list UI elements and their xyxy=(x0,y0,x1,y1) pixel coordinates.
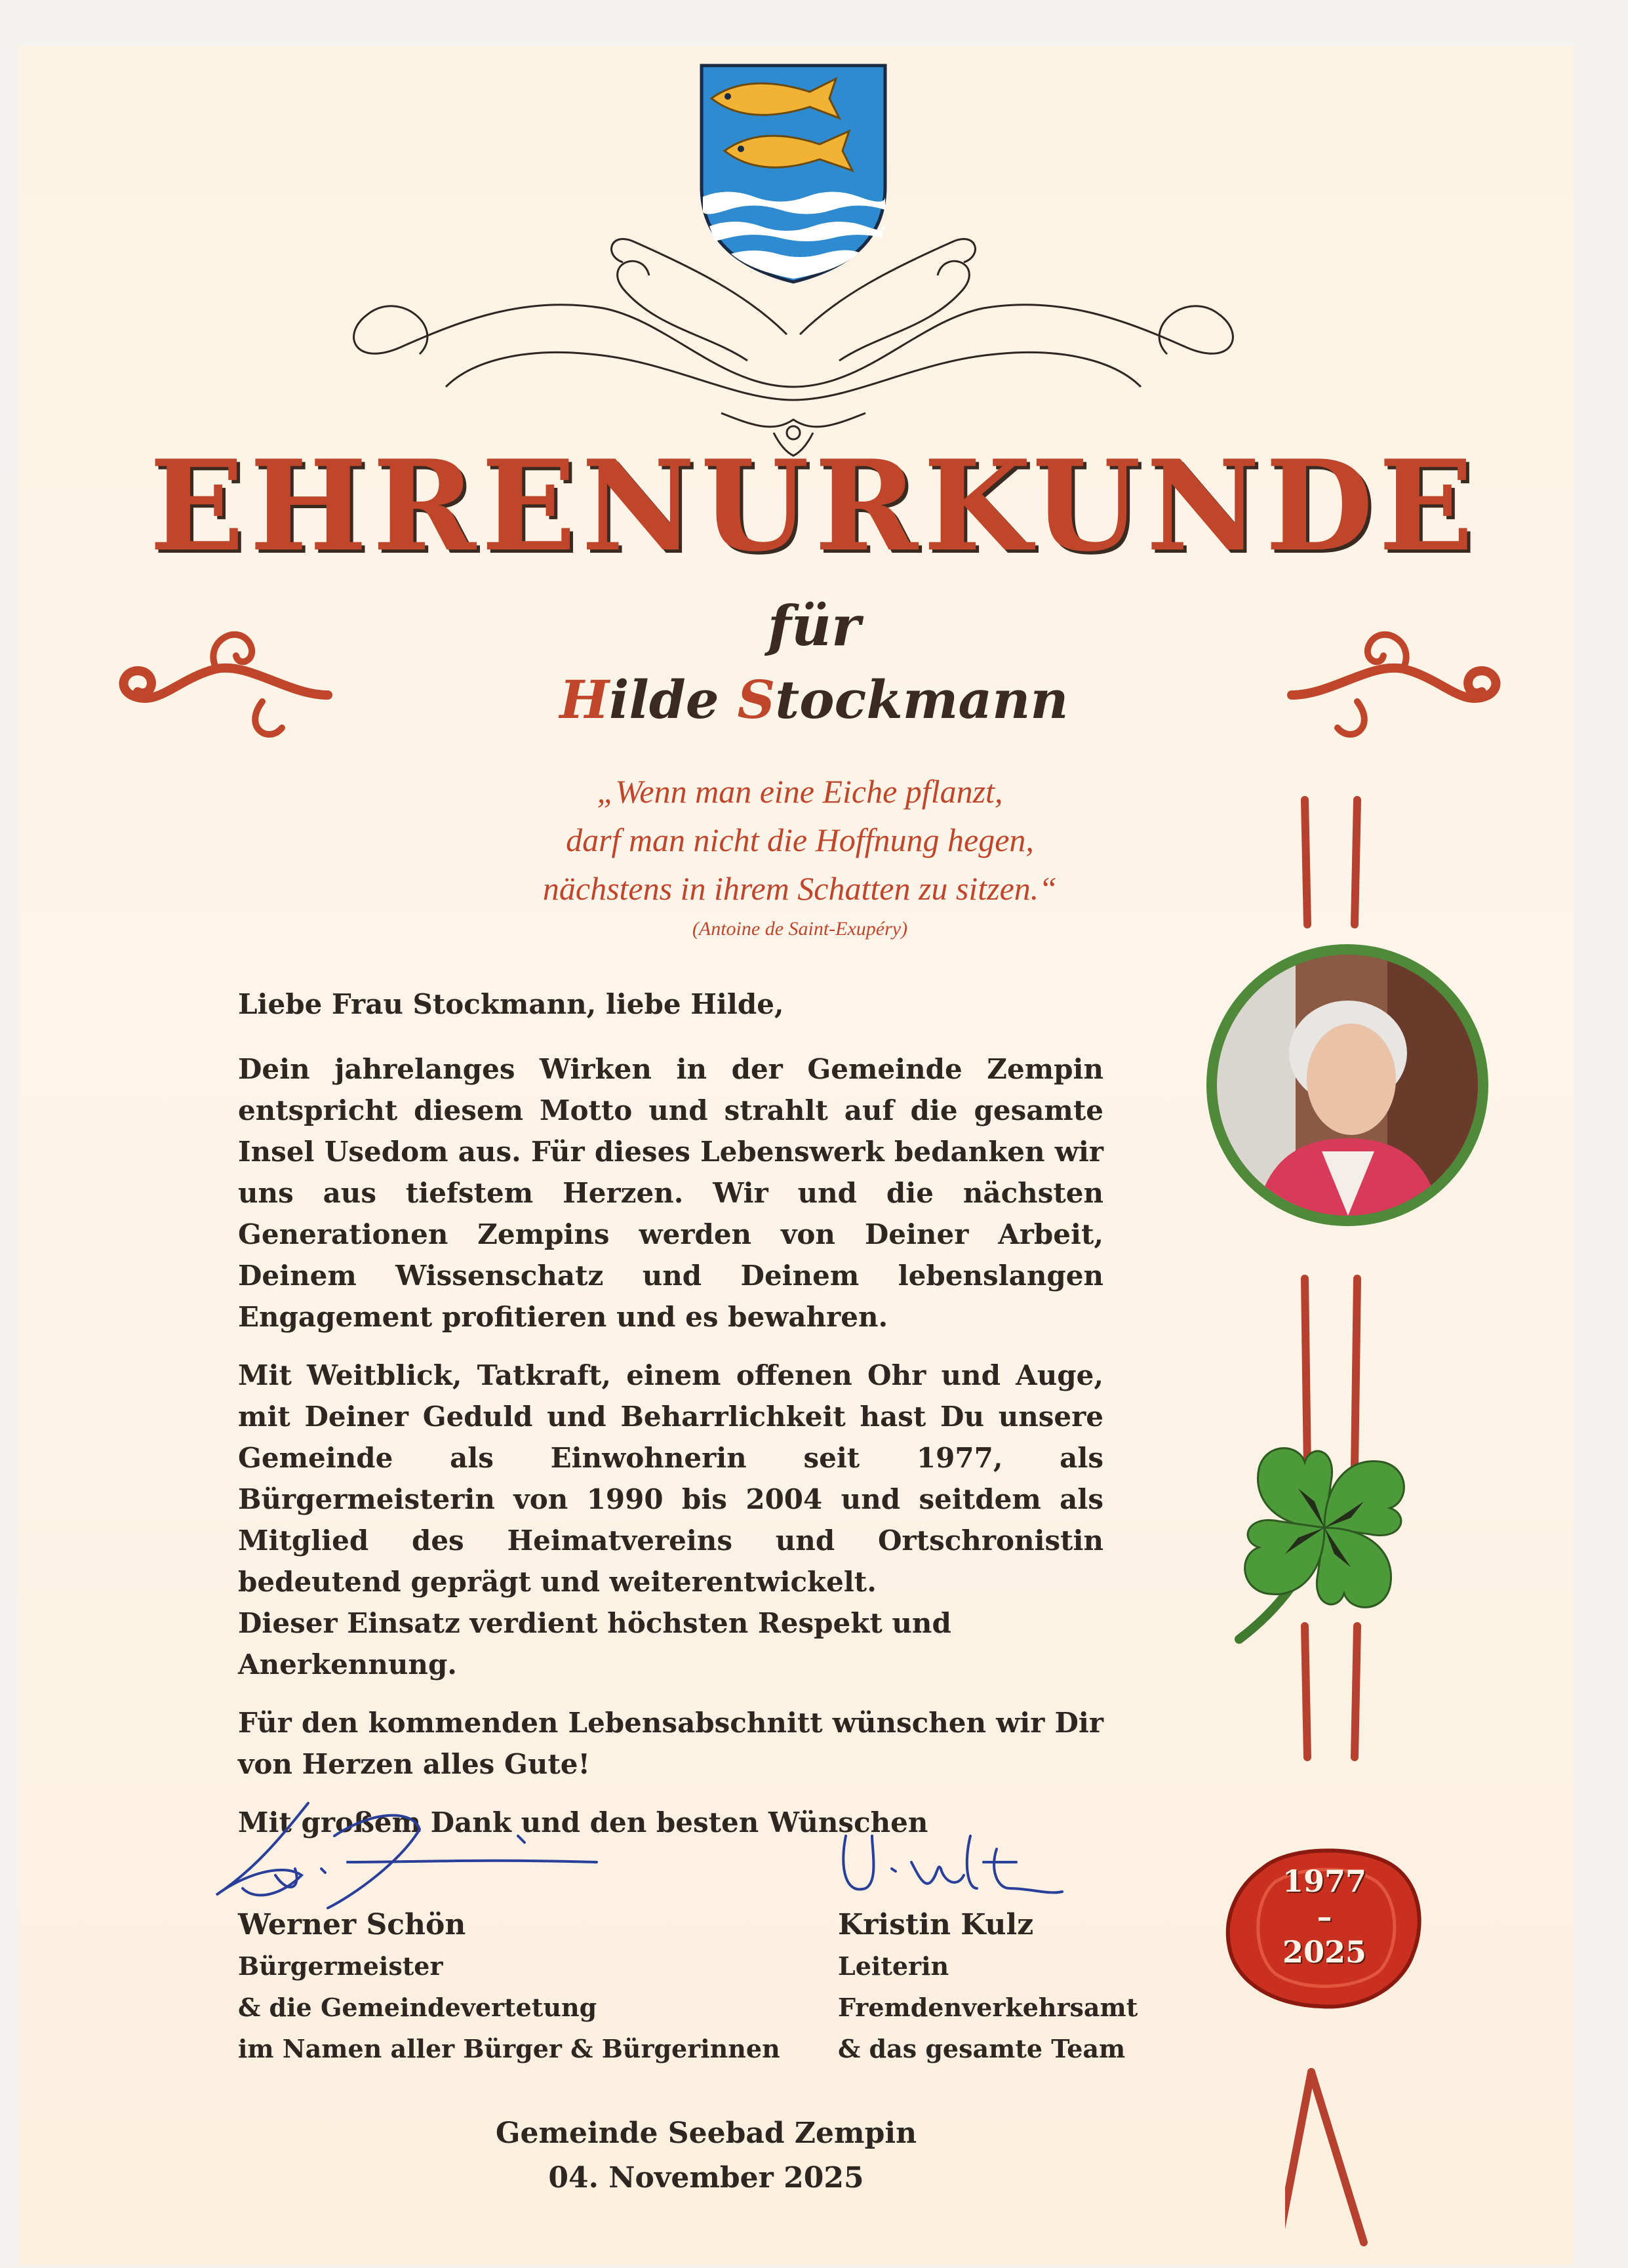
greeting: Liebe Frau Stockmann, liebe Hilde, xyxy=(238,988,784,1020)
footer xyxy=(0,2111,1412,2200)
signatory-role: im Namen aller Bürger & Bürgerinnen xyxy=(238,2034,780,2063)
recipient-last-initial: S xyxy=(737,669,776,730)
signatory-role: & die Gemeindevertetung xyxy=(238,1993,597,2022)
seal-separator: – xyxy=(1317,1899,1332,1934)
seal-year-end: 2025 xyxy=(1282,1934,1367,1970)
signature-icon xyxy=(833,1823,1069,1908)
swirl-right-icon xyxy=(1285,616,1501,747)
recipient-last-rest: tockmann xyxy=(775,669,1069,730)
closing: Mit großem Dank und den besten Wünschen xyxy=(238,1806,928,1839)
signatory-name: Werner Schön xyxy=(238,1908,466,1941)
signatory-role: & das gesamte Team xyxy=(838,2034,1126,2063)
swirl-left-icon xyxy=(118,616,334,747)
for-label: für xyxy=(767,593,861,658)
paragraph-3: Für den kommenden Lebensabschnitt wünschen wir Dir von Herzen alles Gute! xyxy=(238,1707,1103,1780)
paragraph-2b: Dieser Einsatz verdient höchsten Respekt und Anerkennung. xyxy=(238,1607,951,1681)
certificate-title: EHRENURKUNDE xyxy=(149,433,1479,579)
letter-body xyxy=(238,984,1176,1860)
paragraph-2: Mit Weitblick, Tatkraft, einem offenen Ohr und Auge, mit Deiner Geduld und Beharrlichkeit hast Du unsere Gemeinde als Einwohnerin seit 1977, als Bürgermeisterin von 1990 bis 2004 und seitdem als Mitglied des Heimatvereins und Ortschronistin bedeutend geprägt und weiterentwickelt. xyxy=(238,1359,1103,1598)
signatory-left xyxy=(238,1908,828,2069)
recipient-first-initial: H xyxy=(559,669,610,730)
quote-line: darf man nicht die Hoffnung hegen, xyxy=(566,822,1034,858)
quote-author: (Antoine de Saint-Exupéry) xyxy=(692,918,908,940)
four-leaf-clover-icon xyxy=(1200,1403,1449,1652)
recipient-first-rest: ilde xyxy=(609,669,719,730)
ornament-flourish-icon xyxy=(328,190,1259,466)
signatory-right xyxy=(838,1908,1231,2069)
issue-date: 04. November 2025 xyxy=(548,2161,864,2195)
signatory-role: Bürgermeister xyxy=(238,1951,443,1981)
seal-year-start: 1977 xyxy=(1282,1863,1367,1899)
paragraph-1: Dein jahrelanges Wirken in der Gemeinde Zempin entspricht diesem Motto und strahlt auf die gesamte Insel Usedom aus. Für dieses Lebenswerk bedanken wir uns aus tiefstem Herzen. Wir und die nächsten Generationen Zempins werden von Deiner Arbeit, Deinem Wissenschatz und Deinem lebenslangen Engagement profitieren und es bewahren. xyxy=(238,1053,1103,1333)
quote-line: nächstens in ihrem Schatten zu sitzen.“ xyxy=(542,870,1058,907)
signatory-name: Kristin Kulz xyxy=(838,1908,1034,1941)
wax-seal-icon xyxy=(1223,1842,1426,2013)
portrait-photo xyxy=(1206,944,1488,1226)
quote xyxy=(393,767,1206,913)
municipality: Gemeinde Seebad Zempin xyxy=(495,2117,917,2150)
signatory-role: Fremdenverkehrsamt xyxy=(838,1993,1138,2022)
quote-line: „Wenn man eine Eiche pflanzt, xyxy=(597,773,1003,810)
signatory-role: Leiterin xyxy=(838,1951,949,1981)
signature-icon xyxy=(203,1797,610,1921)
